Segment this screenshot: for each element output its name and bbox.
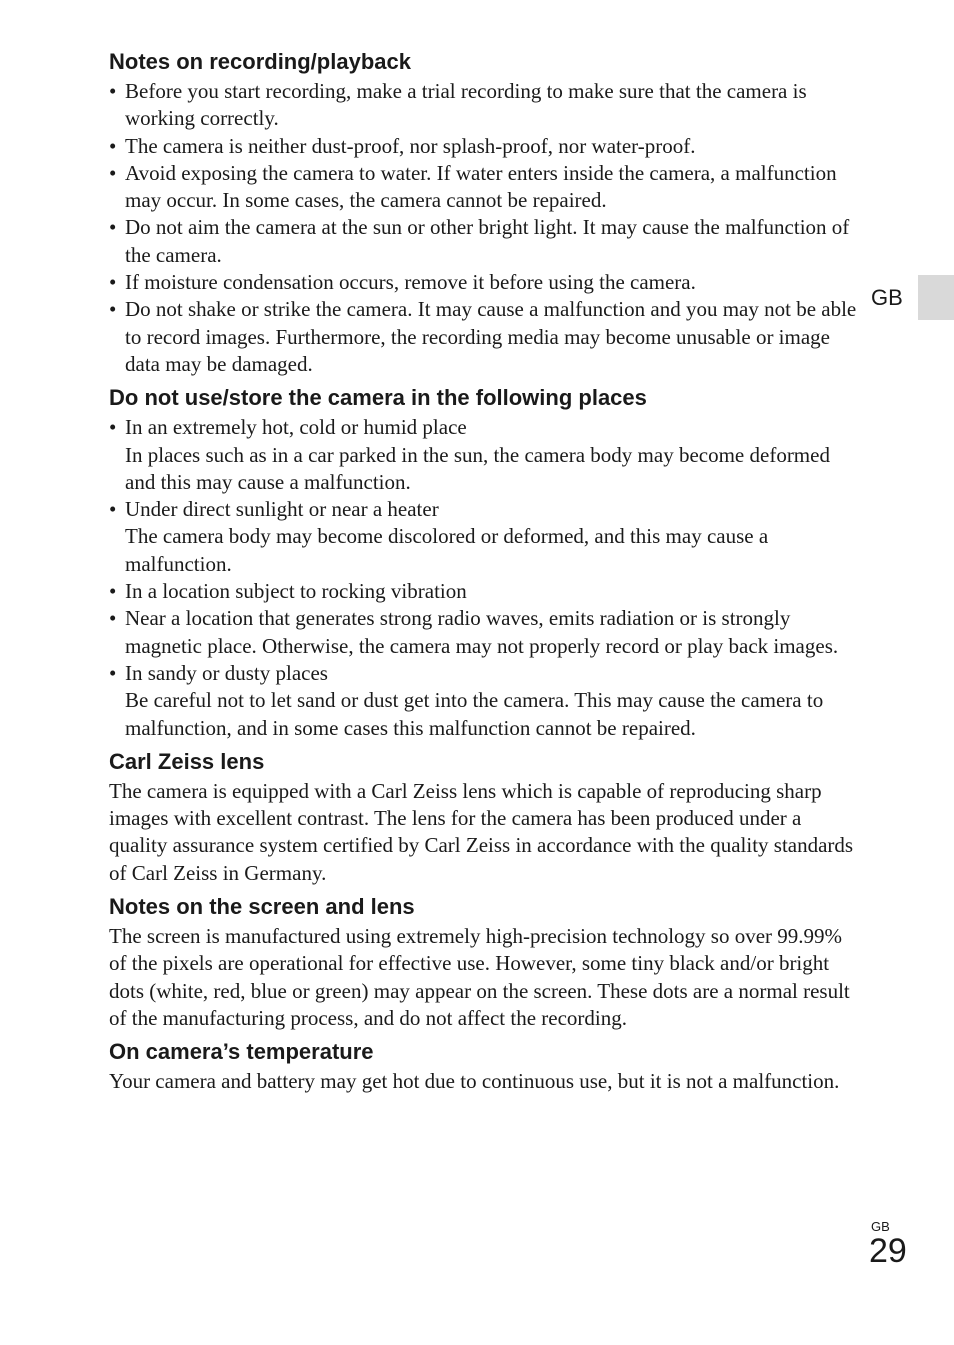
- side-tab-marker: [918, 275, 954, 320]
- section-heading: On camera’s temperature: [109, 1039, 374, 1065]
- section-heading: Notes on the screen and lens: [109, 894, 415, 920]
- list-item: [109, 660, 861, 742]
- list-item: [109, 414, 861, 496]
- section-paragraph: The camera is equipped with a Carl Zeiss lens which is capable of reproducing sharp images with excellent contrast. The lens for the camera has been produced under a quality assurance system certified by Carl Zeiss in accordance with the quality standards of Carl Zeiss in Germany.: [109, 778, 854, 885]
- list-item-title: Under direct sunlight or near a heater: [125, 497, 439, 522]
- section-heading: Carl Zeiss lens: [109, 748, 265, 774]
- list-item: • Do not shake or strike the camera. It may cause a malfunction and you may not be able to record images. Furthermore, the recording media may become unusable or image data may be damaged.: [109, 296, 861, 378]
- list-item: • Do not aim the camera at the sun or other bright light. It may cause the malfunction of the camera.: [109, 214, 861, 269]
- list-item-title: In sandy or dusty places: [125, 660, 328, 685]
- list-item-detail: In places such as in a car parked in the sun, the camera body may become deformed and this may cause a malfunction.: [125, 442, 830, 494]
- list-item-detail: Be careful not to let sand or dust get into the camera. This may cause the camera to malfunction, and in some cases this malfunction cannot be repaired.: [125, 688, 824, 740]
- section-screen-and-lens: [109, 893, 861, 1032]
- list-item-title: In a location subject to rocking vibration: [125, 579, 467, 604]
- bullet-list: [109, 78, 861, 378]
- list-item: • Avoid exposing the camera to water. If water enters inside the camera, a malfunction may occur. In some cases, the camera cannot be repaired.: [109, 160, 861, 215]
- list-item: • Before you start recording, make a trial recording to make sure that the camera is working correctly.: [109, 78, 861, 133]
- list-item: • If moisture condensation occurs, remove it before using the camera.: [109, 269, 861, 296]
- list-item: [109, 496, 861, 578]
- section-camera-temperature: [109, 1038, 861, 1095]
- section-heading: Notes on recording/playback: [109, 49, 411, 74]
- page-content: [109, 48, 861, 1096]
- section-storage-places: [109, 384, 861, 742]
- list-item: • The camera is neither dust-proof, nor splash-proof, nor water-proof.: [109, 133, 861, 160]
- bullet-list: [109, 414, 861, 742]
- page-language-label: GB: [871, 1219, 890, 1234]
- list-item-title: Near a location that generates strong radio waves, emits radiation or is strongly magnetic place. Otherwise, the camera may not properly record or play back images.: [125, 606, 839, 658]
- section-paragraph: Your camera and battery may get hot due to continuous use, but it is not a malfunction.: [109, 1069, 840, 1094]
- list-item: [109, 605, 861, 660]
- section-carl-zeiss-lens: [109, 748, 861, 887]
- page-number: 29: [869, 1232, 907, 1270]
- list-item-title: In an extremely hot, cold or humid place: [125, 415, 467, 440]
- section-recording-playback: [109, 48, 861, 378]
- list-item-detail: The camera body may become discolored or deformed, and this may cause a malfunction.: [125, 524, 769, 576]
- section-paragraph: The screen is manufactured using extremely high-precision technology so over 99.99% of the pixels are operational for effective use. However, some tiny black and/or bright dots (white, red, blue or green) may appear on the screen. These dots are a normal result of the manufacturing process, and do not affect the recording.: [109, 924, 850, 1030]
- list-item: [109, 578, 861, 605]
- side-tab-label: GB: [871, 285, 903, 310]
- section-heading: Do not use/store the camera in the following places: [109, 385, 647, 411]
